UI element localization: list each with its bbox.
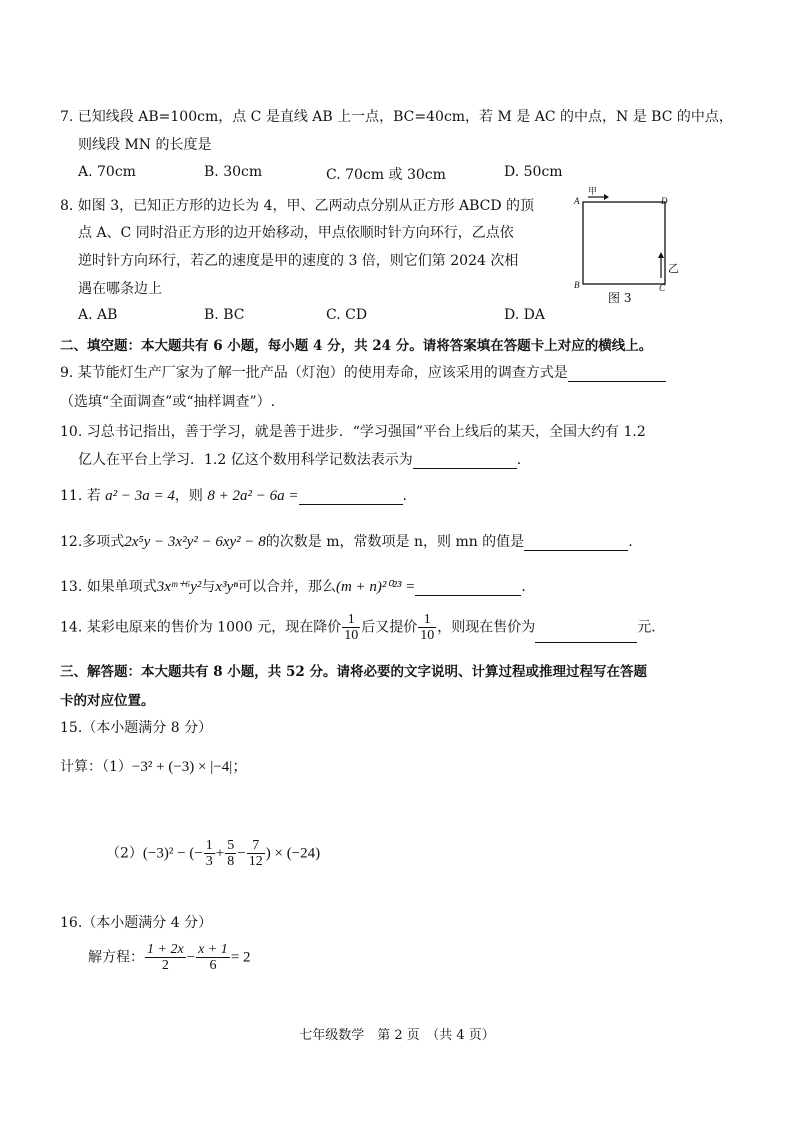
yi-label: 乙 [668, 262, 679, 275]
figure-3 [572, 187, 682, 310]
vertex-c-label: C [659, 283, 666, 293]
q15-fraction-1 [204, 838, 215, 869]
q15-part2-b: ) × (−24) [265, 845, 321, 862]
figure-caption: 图 3 [608, 291, 632, 305]
q7-line1: 7. 已知线段 AB=100cm，点 C 是直线 AB 上一点，BC=40cm，若 M 是 AC 的中点，N 是 BC 的中点， [60, 109, 733, 125]
q13-monomial-2: x³yⁿ [215, 579, 238, 595]
q15-part2-label: （2） [106, 845, 143, 862]
q16-title: 16.（本小题满分 4 分） [60, 915, 213, 931]
q15-part2-a: (−3)² − (− [142, 845, 203, 862]
q15-fraction-2 [225, 838, 236, 869]
q8-option-b: B. BC [204, 307, 245, 323]
q13-expression: (m + n)²⁰²³ = [335, 579, 416, 595]
q14-frac1-den: 10 [344, 628, 359, 643]
q15-title: 15.（本小题满分 8 分） [60, 720, 213, 736]
q15-f3-den: 12 [248, 854, 263, 869]
q13-text: 可以合并，那么 [237, 579, 336, 595]
q12-prefix: 12.多项式 [60, 534, 125, 550]
section3-line2: 卡的对应位置。 [60, 693, 155, 709]
q14-frac2-den: 10 [420, 628, 435, 643]
q13-end: . [521, 579, 526, 595]
q14-answer-blank[interactable] [535, 628, 637, 643]
q15-f2-den: 8 [227, 854, 235, 869]
q13-monomial-1: 3xᵐ⁺⁶y² [156, 579, 202, 595]
q10-line1: 10. 习总书记指出，善于学习，就是善于进步．“学习强国”平台上线后的某天，全国大约有 1.2 [60, 424, 646, 440]
q16-f1-den: 2 [161, 958, 169, 973]
q14-frac1-num: 1 [342, 612, 360, 628]
q14-frac2-num: 1 [418, 612, 436, 628]
q8-line1: 8. 如图 3，已知正方形的边长为 4，甲、乙两动点分别从正方形 ABCD 的顶 [60, 198, 535, 214]
vertex-d-label: D [661, 196, 668, 206]
q14-line [60, 612, 656, 643]
q16-minus: − [186, 949, 196, 966]
q16-f2-den: 6 [209, 958, 217, 973]
q10-answer-blank[interactable] [413, 454, 517, 469]
page-footer: 七年级数学 第 2 页 （共 4 页） [299, 1028, 495, 1043]
q9-answer-blank[interactable] [568, 367, 666, 382]
q14-text1: 14. 某彩电原来的售价为 1000 元，现在降价 [60, 619, 342, 636]
q10-line2 [78, 449, 521, 469]
q14-text3: ，则现在售价为 [437, 619, 536, 636]
q12-end: . [628, 534, 633, 550]
q16-f2-num: x + 1 [198, 942, 228, 957]
q15-fraction-3 [247, 838, 265, 869]
jia-arrow-head [604, 194, 609, 200]
q15-part1 [60, 755, 247, 776]
q16-f1-num: 1 + 2x [147, 942, 184, 957]
q12-line [60, 531, 633, 551]
q7-option-b: B. 30cm [204, 164, 263, 180]
q11-prefix: 11. 若 [60, 488, 101, 504]
q15-f1-den: 3 [205, 854, 213, 869]
q13-line [60, 576, 526, 596]
q15-part2 [106, 838, 320, 869]
q16-equation [88, 942, 251, 973]
q11-condition: a² − 3a = 4 [105, 488, 175, 504]
q8-option-d: D. DA [504, 307, 545, 323]
q13-prefix: 13. 如果单项式 [60, 579, 157, 595]
q8-line2: 点 A、C 同时沿正方形的边开始移动，甲点依顺时针方向环行，乙点依 [78, 225, 514, 241]
vertex-a-label: A [574, 196, 580, 206]
q16-label: 解方程： [88, 949, 144, 966]
vertex-b-label: B [574, 280, 580, 290]
q16-fraction-2 [196, 942, 230, 973]
q15-f3-num: 7 [247, 838, 265, 854]
q9-line2: （选填“全面调查”或“抽样调查”）. [60, 394, 276, 410]
q12-answer-blank[interactable] [524, 536, 628, 551]
q8-option-a: A. AB [78, 307, 118, 323]
q16-rhs: = 2 [230, 949, 251, 966]
q7-line2: 则线段 MN 的长度是 [78, 137, 212, 153]
q8-line3: 逆时针方向环行，若乙的速度是甲的速度的 3 倍，则它们第 2024 次相 [78, 253, 519, 269]
yi-arrow-head [658, 252, 664, 258]
q12-polynomial: 2x⁵y − 3x²y² − 6xy² − 8 [124, 534, 266, 550]
q11-expression: 8 + 2a² − 6a = [207, 488, 299, 504]
q15-f2-num: 5 [227, 838, 235, 853]
q14-fraction-2 [418, 612, 436, 643]
q14-fraction-1 [342, 612, 360, 643]
square-abcd [583, 202, 665, 284]
section2-heading: 二、填空题：本大题共有 6 小题，每小题 4 分，共 24 分。请将答案填在答题卡上对应的横线上。 [60, 338, 653, 354]
section3-line1: 三、解答题：本大题共有 8 小题，共 52 分。请将必要的文字说明、计算过程或推理过程写在答题 [60, 664, 647, 680]
q10-text: 亿人在平台上学习．1.2 亿这个数用科学记数法表示为 [78, 452, 413, 468]
q11-mid: ，则 [174, 488, 203, 504]
q15-minus: − [237, 845, 246, 862]
q15-part1-expression: −3² + (−3) × |−4|； [131, 759, 248, 775]
q12-text: 的次数是 m，常数项是 n，则 mn 的值是 [265, 534, 525, 550]
q16-fraction-1 [145, 942, 186, 973]
q8-option-c: C. CD [326, 307, 368, 323]
q15-f1-num: 1 [205, 838, 213, 853]
q13-answer-blank[interactable] [415, 581, 521, 596]
q15-part1-label: 计算：（1） [60, 759, 132, 775]
q11-answer-blank[interactable] [299, 490, 403, 505]
jia-label: 甲 [588, 187, 598, 197]
q7-option-c: C. 70cm 或 30cm [326, 167, 446, 183]
q11-line [60, 485, 407, 505]
q8-line4: 遇在哪条边上 [78, 281, 162, 297]
q7-option-d: D. 50cm [504, 164, 563, 180]
q13-mid: 与 [201, 579, 216, 595]
q15-plus: + [215, 845, 225, 862]
q9-line1 [60, 362, 666, 382]
q14-unit: 元. [637, 619, 656, 636]
q10-end: . [516, 452, 522, 468]
q14-text2: 后又提价 [361, 619, 418, 636]
q9-text: 9. 某节能灯生产厂家为了解一批产品（灯泡）的使用寿命，应该采用的调查方式是 [60, 365, 568, 381]
q7-option-a: A. 70cm [78, 164, 136, 180]
q11-end: . [402, 488, 407, 504]
